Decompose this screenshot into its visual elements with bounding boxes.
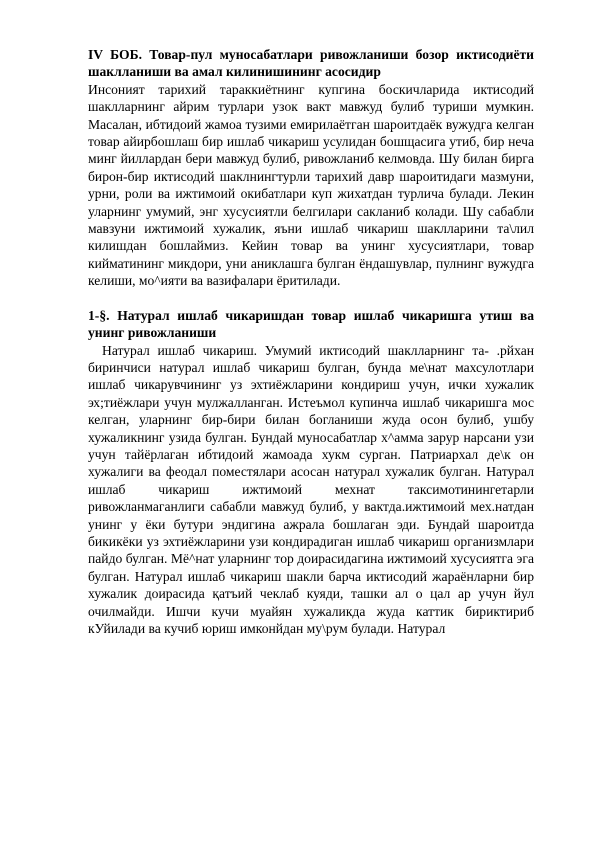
chapter-body: Инсоният тарихий тараккиётнинг купгина боскичларида иктисодий шаклларнинг айрим турлари узок вакт мавжуд булиб туриши мумкин. Масалан, ибтидоий жамоа тузими емирилаётган шароитдаёк вужудга келган товар айирбошлаш бир ишлаб чикариш усулидан бошщасига утиб, бир неча минг йиллардан бери мавжуд булиб, ривожланиб келмовда. Шу билан бирга бирон-бир иктисодий шаклнингтурли тарихий давр шароитидаги мазмуни, урни, роли ва ижтимоий окибатлари куп жихатдан турлича булади. Лекин уларнинг умумий, энг хусусиятли белгилари сакланиб колади. Шу сабабли мавзуни ижтимоий хужалик, яъни ишлаб чикариш шаклларини та\лил килишдан бошлаймиз. Кейин товар ва унинг хусусиятлари, товар кийматининг микдори, уни аниклашга булган ёндашувлар, пулнинг вужудга келиши, мо^ияти ва вазифалари ёритилади. (88, 81, 534, 289)
section-body: Натурал ишлаб чикариш. Умумий иктисодий шаклларнинг та- .рйхан биринчиси натурал ишлаб чикариш булган, бунда ме\нат махсулотлари ишлаб чикарувчининг уз эхтиёжларини кондириш учун, ички хужалик эх;тиёжлари учун мулжалланган. Истеъмол купинча ишлаб чикаришга мос келган, уларнинг бир-бири билан богланиши жуда осон булиб, ушбу хужаликнинг узида булган. Бундай муносабатлар х^амма зарур нарсани узи учун тайёрлаган ибтидоий жамоада хукм сурган. Патриархал де\к он хужалиги ва феодал поместялари асосан натурал хужалик булган. Натурал ишлаб чикариш ижтимоий мехнат таксимотинингетарли ривожланмаганлиги сабабли мавжуд булиб, у вактда.ижтимоий мех.натдан унинг у ёки бутури эндигина ажрала бошлаган эди. Бундай шароитда бикикёки уз эхтиёжларини узи кондирадиган ишлаб чикариш организмлари пайдо булган. Мё^нат уларнинг тор доирасидагина ижтимоий хусусиятга эга булган. Натурал ишлаб чикариш шакли барча иктисодий жараёнларни бир хужалик доирасида қатъий чеклаб куяди, ташки ал о цал ар учун йул очилмайди. Ишчи кучи муайян хужаликда жуда каттик бириктириб кУйилади ва кучиб юриш имконйдан му\рум булади. Натурал (88, 342, 534, 636)
chapter-title: IV БОБ. Товар-пул муносабатлари ривожланиши бозор иктисодиёти шаклланиши ва амал килинишининг асосидир (88, 47, 534, 80)
document-page (88, 46, 534, 637)
section-title: 1-§. Натурал ишлаб чикаришдан товар ишлаб чикаришга утиш ва унинг ривожланиши (88, 307, 534, 341)
